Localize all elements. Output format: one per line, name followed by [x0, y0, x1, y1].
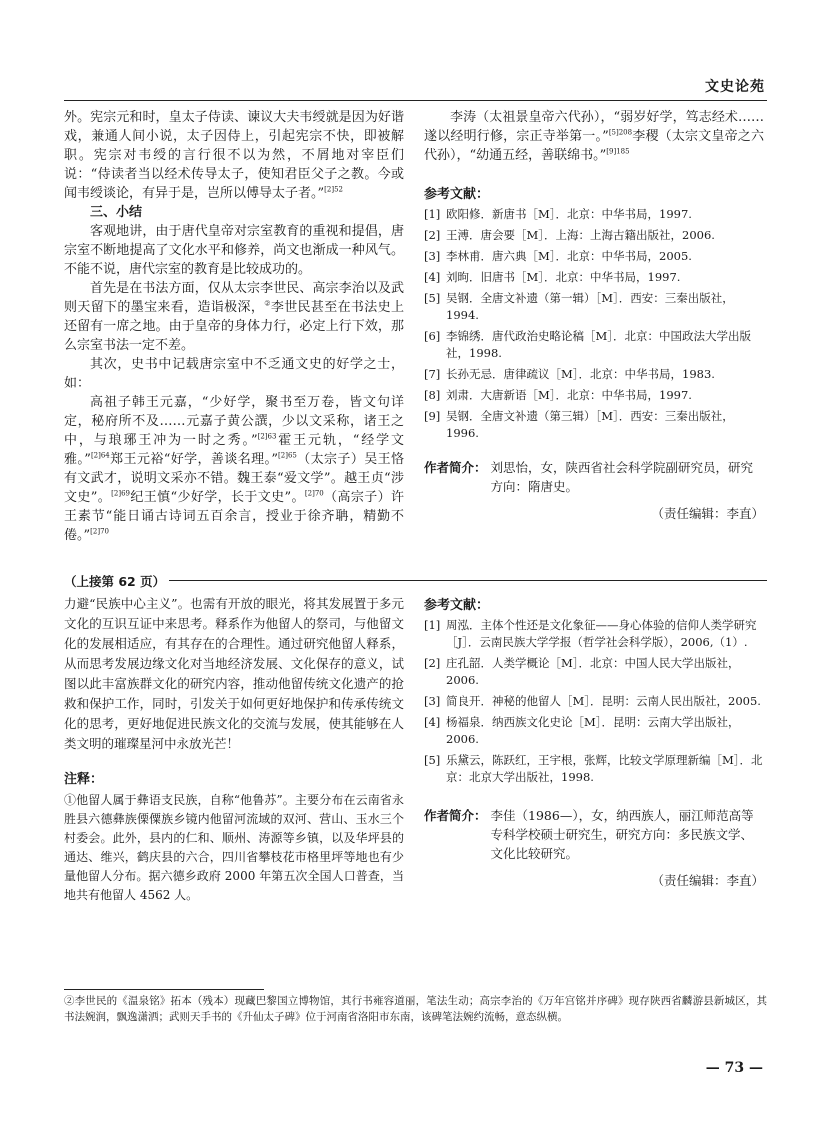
citation: [2]63: [257, 432, 277, 441]
reference-item: [4] 刘昫．旧唐书［M］．北京：中华书局，1997.: [424, 270, 681, 284]
lower-left-column: [64, 594, 404, 905]
continuation-label: （上接第 62 页）: [64, 572, 169, 590]
page-number: — 73 —: [705, 1060, 763, 1076]
upper-right-column: [424, 108, 764, 522]
paragraph: 李涛（太祖景皇帝六代孙），“弱岁好学，笃志经术……遂以经明行修，宗正寺举第一。”$^{[5]208}$李稷（太宗文皇帝之六代孙），“幼通五经，善联绵书。”$^{[9]185}$: [424, 110, 764, 163]
header-rule: [64, 100, 767, 101]
references-title: 参考文献：: [424, 187, 490, 202]
reference-item: [4] 杨福泉．纳西族文化史论［M］．昆明：云南大学出版社，2006.: [424, 715, 740, 746]
author-text: 刘思怡，女，陕西省社会科学院副研究员，研究方向：隋唐史。: [490, 460, 754, 494]
reference-item: [8] 刘肃．大唐新语［M］．北京：中华书局，1997.: [424, 388, 692, 402]
section-heading: 三、小结: [90, 205, 143, 220]
reference-item: [9] 吴钢．全唐文补遗（第三辑）［M］．西安：三秦出版社，1996.: [424, 409, 734, 440]
editor-credit: （责任编辑：李直）: [651, 506, 764, 521]
paragraph: 外。宪宗元和时，皇太子侍读、谏议大夫韦绶就是因为好谐戏，兼通人间小说，太子因侍上，引起宪宗不快，即被解职。宪宗对韦绶的言行很不以为然，不屑地对宰臣们说：“侍读者当以经术传导太子，使知君臣父子之教。今或闻韦绶谈论，有异于是，岂所以傅导太子者。”$^{[2]52}$: [64, 110, 404, 201]
reference-item: [3] 李林甫．唐六典［M］．北京：中华书局，2005.: [424, 249, 692, 263]
author-label: 作者简介：: [424, 808, 487, 823]
paragraph: 力避“民族中心主义”。也需有开放的眼光，将其发展置于多元文化的互识互证中来思考。释系作为他留人的祭司，与他留文化的发展相适应，有其存在的合理性。通过研究他留人释系，从而思考发展边缘文化对当地经济发展、文化保存的意义，试图以此丰富族群文化的研究内容，推动他留传统文化遗产的抢救和保护工作，同时，引发关于如何更好地保护和传承传统文化的思考，更好地促进民族文化的交流与发展，使其能够在人类文明的璀璨星河中永放光芒！: [64, 596, 404, 751]
continuation-divider: [64, 572, 767, 588]
citation: [2]65: [278, 451, 297, 460]
paragraph: 其次，史书中记载唐宗室中不乏通文史的好学之士，如：: [64, 357, 404, 391]
right-paragraphs: [424, 108, 764, 165]
author-label: 作者简介：: [424, 460, 487, 475]
reference-item: [1] 周泓．主体个性还是文化象征——身心体验的信仰人类学研究［J］．云南民族大学学报（哲学社会科学版），2006,（1）.: [424, 618, 757, 649]
citation: [2]70: [90, 527, 109, 536]
lower-right-column: [424, 594, 764, 889]
author-bio: [424, 458, 764, 496]
author-text: 李佳（1986—），女，纳西族人，丽江师范高等专科学校硕士研究生，研究方向：多民族文学、文化比较研究。: [490, 808, 754, 861]
notes-title: 注释：: [64, 772, 104, 787]
footnote-rule: [64, 989, 264, 990]
author-bio: [424, 806, 764, 863]
reference-item: [7] 长孙无忌．唐律疏议［M］．北京：中华书局，1983.: [424, 367, 715, 381]
reference-item: [5] 乐黛云，陈跃红，王宇根，张辉，比较文学原理新编［M］．北京：北京大学出版社，1998.: [424, 753, 763, 784]
reference-item: [6] 李锦绣．唐代政治史略论稿［M］．北京：中国政法大学出版社，1998.: [424, 329, 752, 360]
citation: [2]70: [304, 489, 324, 498]
paragraph: 首先是在书法方面，仅从太宗李世民、高宗李治以及武则天留下的墨宝来看，造诣极深，②李世民甚至在书法史上还留有一席之地。由于皇帝的身体力行，必定上行下效，那么宗室书法一定不差。: [64, 281, 404, 353]
reference-item: [5] 吴钢．全唐文补遗（第一辑）［M］．西安：三秦出版社，1994.: [424, 291, 734, 322]
citation: [5]208: [608, 128, 633, 137]
editor-credit: （责任编辑：李直）: [651, 873, 764, 888]
note-mark: ②: [264, 299, 271, 308]
reference-item: [1] 欧阳修．新唐书［M］．北京：中华书局，1997.: [424, 207, 692, 221]
reference-item: [2] 王溥．唐会要［M］．上海：上海古籍出版社，2006.: [424, 228, 715, 242]
citation: [2]69: [111, 489, 130, 498]
notes-text: ①他留人属于彝语支民族，自称“他鲁苏”。主要分布在云南省永胜县六德彝族傈僳族乡镜内他留河流域的双河、营山、玉水三个村委会。此外，县内的仁和、顺州、涛源等乡镇，以及华坪县的通达、维兴，鹤庆县的六合，四川省攀枝花市格里坪等地也有少量他留人分布。据六德乡政府 2000 年第五次全国人口普查，当地共有他留人 4562 人。: [64, 793, 404, 902]
section-label: 文史论苑: [705, 79, 765, 95]
footnote: ②李世民的《温泉铭》拓本（残本）现藏巴黎国立博物馆，其行书雍容道丽，笔法生动；高宗李治的《万年宫铭并序碑》现存陕西省麟游县新城区，其书法婉润，飘逸潇洒；武则天手书的《升仙太子碑》位于河南省洛阳市东南，该碑笔法婉约流畅，意态纵横。: [64, 995, 767, 1023]
paragraph: 客观地讲，由于唐代皇帝对宗室教育的重视和提倡，唐宗室不断地提高了文化水平和修养，尚文也渐成一种风气。不能不说，唐代宗室的教育是比较成功的。: [64, 224, 404, 277]
upper-left-column: [64, 108, 404, 545]
citation: [9]185: [606, 147, 630, 156]
references-list: [424, 617, 764, 786]
reference-item: [3] 简良开．神秘的他留人［M］．昆明：云南人民出版社，2005.: [424, 694, 761, 708]
paragraph: 高祖子韩王元嘉，“少好学，聚书至万卷，皆文句详定，秘府所不及……元嘉子黄公譔，少以文采称，诸王之中，与琅琊王冲为一时之秀。”$^{[2]63}$霍王元轨，“经学文雅。”$^{[2]64}$郑王元裕“好学，善谈名理。”$^{[2]65}$（太宗子）吴王恪有文武才，说明文采亦不错。魏王泰“爱文学”。越王贞“涉文史”。$^{[2]69}$纪王慎“少好学，长于文史”。$^{[2]70}$（高宗子）许王素节“能日诵古诗词五百余言，授业于徐齐聃，精勤不倦。”$^{[2]70}$: [64, 395, 404, 543]
citation: [2]64: [90, 451, 110, 460]
reference-item: [2] 庄孔韶．人类学概论［M］．北京：中国人民大学出版社，2006.: [424, 656, 740, 687]
references-list: [424, 206, 764, 442]
divider-line: [64, 580, 767, 581]
citation: [2]52: [324, 185, 343, 194]
references-title: 参考文献：: [424, 598, 490, 613]
